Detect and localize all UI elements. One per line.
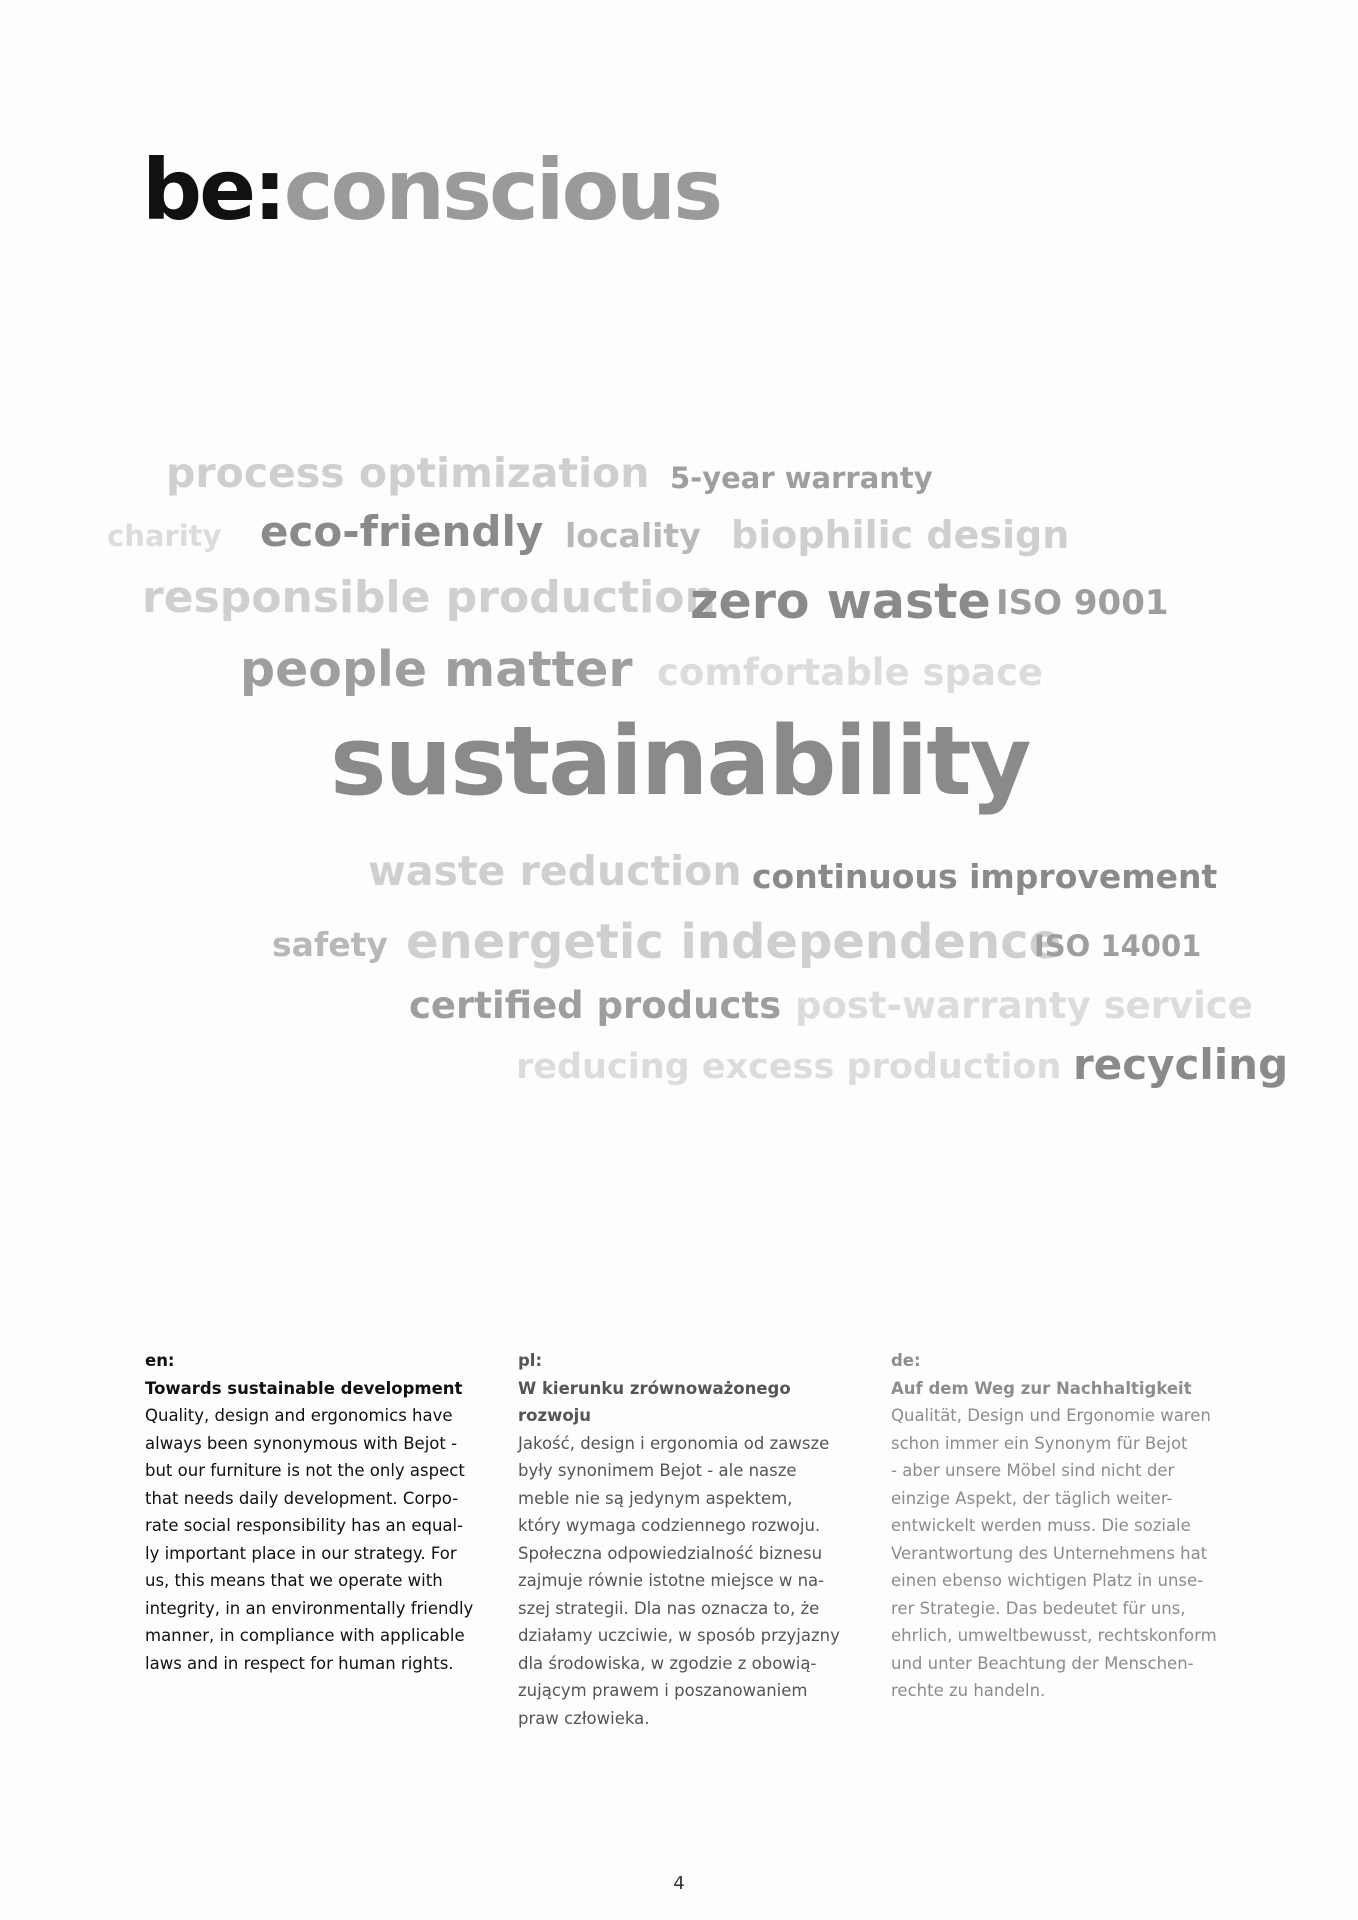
word-certified-products: certified products xyxy=(409,984,782,1027)
word-continuous-improvement: continuous improvement xyxy=(752,857,1218,896)
body-line: zującym prawem i poszanowaniem xyxy=(518,1681,808,1700)
word-waste-reduction: waste reduction xyxy=(368,847,742,895)
body-line: Qualität, Design und Ergonomie waren xyxy=(891,1406,1211,1425)
word-responsible-production: responsible production xyxy=(142,572,716,623)
body-line: były synonimem Bejot - ale nasze xyxy=(518,1461,797,1480)
body-line: und unter Beachtung der Menschen- xyxy=(891,1653,1194,1673)
body-line: który wymaga codziennego rozwoju. xyxy=(518,1516,821,1535)
body-line: laws and in respect for human rights. xyxy=(145,1653,454,1673)
title-prefix: be: xyxy=(142,141,284,239)
body-line: that needs daily development. Corpo- xyxy=(145,1488,459,1508)
body-line: us, this means that we operate with xyxy=(145,1571,443,1590)
body-line: entwickelt werden muss. Die soziale xyxy=(891,1516,1191,1535)
body-line: rate social responsibility has an equal- xyxy=(145,1516,464,1535)
body-line: - aber unsere Möbel sind nicht der xyxy=(891,1461,1175,1480)
body-line: but our furniture is not the only aspect xyxy=(145,1461,465,1480)
body-line: Quality, design and ergonomics have xyxy=(145,1406,453,1425)
word-recycling: recycling xyxy=(1073,1040,1289,1089)
body-line: rer Strategie. Das bedeutet für uns, xyxy=(891,1598,1186,1618)
word-charity: charity xyxy=(107,519,222,553)
body-line: ehrlich, umweltbewusst, rechtskonform xyxy=(891,1626,1217,1645)
word-post-warranty-service: post-warranty service xyxy=(795,984,1253,1027)
word-iso-14001: ISO 14001 xyxy=(1034,929,1202,963)
word-reducing-excess-production: reducing excess production xyxy=(516,1047,1062,1087)
body-line: always been synonymous with Bejot - xyxy=(145,1433,458,1453)
body-line: meble nie są jedynym aspektem, xyxy=(518,1488,793,1508)
word-safety: safety xyxy=(272,925,388,964)
body-line: zajmuje równie istotne miejsce w na- xyxy=(518,1571,825,1590)
body-line: Verantwortung des Unternehmens hat xyxy=(891,1543,1208,1563)
body-line: einzige Aspekt, der täglich weiter- xyxy=(891,1488,1173,1508)
word-biophilic-design: biophilic design xyxy=(731,513,1070,557)
body-line: integrity, in an environmentally friendly xyxy=(145,1598,474,1618)
page-number: 4 xyxy=(673,1873,685,1894)
word-iso-9001: ISO 9001 xyxy=(996,583,1169,623)
language-label: en: xyxy=(145,1351,175,1370)
word-comfortable-space: comfortable space xyxy=(657,651,1043,694)
text-column-pl xyxy=(518,1347,848,1732)
word-eco-friendly: eco-friendly xyxy=(260,507,544,556)
text-column-en xyxy=(145,1347,475,1677)
word-process-optimization: process optimization xyxy=(166,449,650,497)
body-line: działamy uczciwie, w sposób przyjazny xyxy=(518,1626,840,1645)
body-line: praw człowieka. xyxy=(518,1708,650,1728)
word-people-matter: people matter xyxy=(240,641,633,698)
body-line: manner, in compliance with applicable xyxy=(145,1626,465,1645)
language-label: de: xyxy=(891,1351,921,1370)
column-heading: W kierunku zrównoważonego rozwoju xyxy=(518,1378,791,1425)
column-heading: Towards sustainable development xyxy=(145,1378,463,1398)
body-line: schon immer ein Synonym für Bejot xyxy=(891,1433,1188,1453)
body-line: dla środowiska, w zgodzie z obowią- xyxy=(518,1653,817,1673)
body-line: ly important place in our strategy. For xyxy=(145,1543,457,1563)
body-line: Jakość, design i ergonomia od zawsze xyxy=(518,1433,830,1453)
word-zero-waste: zero waste xyxy=(690,573,991,630)
body-line: rechte zu handeln. xyxy=(891,1681,1046,1700)
word-locality: locality xyxy=(565,516,701,555)
body-line: einen ebenso wichtigen Platz in unse- xyxy=(891,1571,1204,1590)
body-line: Społeczna odpowiedzialność biznesu xyxy=(518,1543,823,1563)
title-word: conscious xyxy=(283,141,721,239)
body-line: szej strategii. Dla nas oznacza to, że xyxy=(518,1598,820,1618)
column-heading: Auf dem Weg zur Nachhaltigkeit xyxy=(891,1378,1192,1398)
language-label: pl: xyxy=(518,1351,543,1370)
word-sustainability: sustainability xyxy=(330,707,1030,817)
word-5-year-warranty: 5-year warranty xyxy=(670,461,933,495)
word-energetic-independence: energetic independence xyxy=(406,914,1062,970)
text-column-de xyxy=(891,1347,1221,1705)
